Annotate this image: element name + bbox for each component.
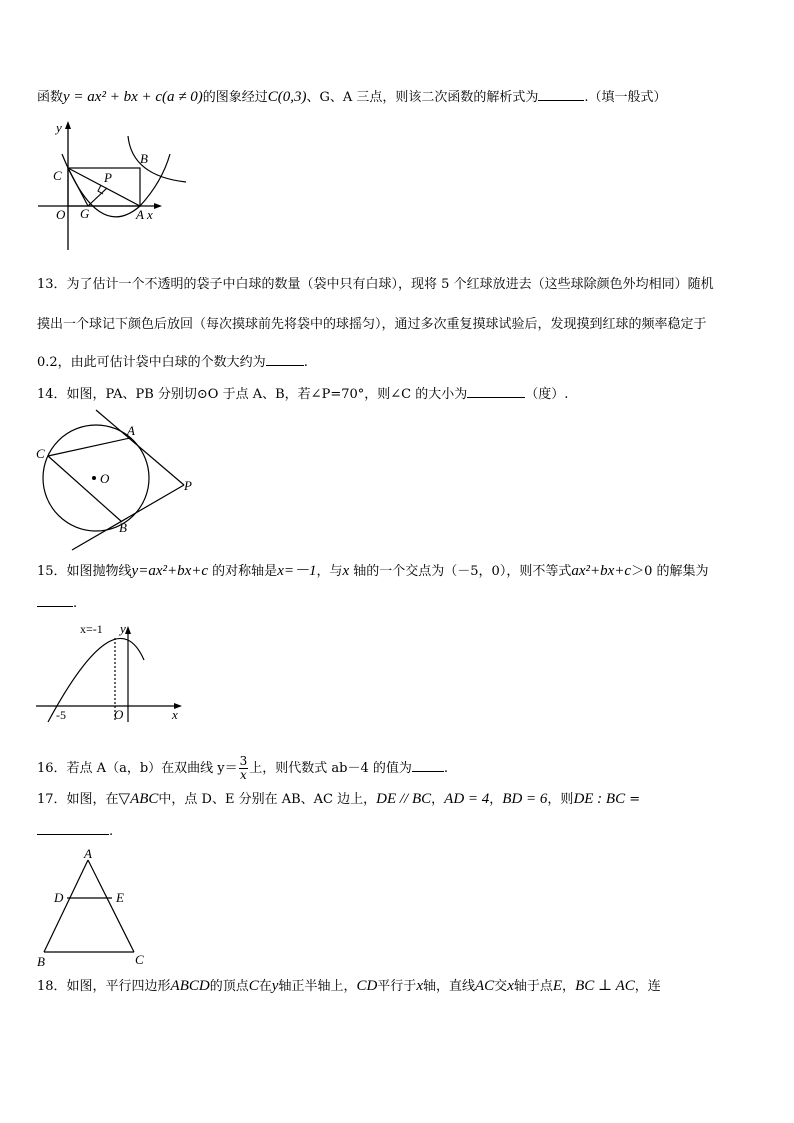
label-b: B: [37, 954, 45, 969]
q18-part: 18．如图，平行四边形: [37, 979, 171, 994]
q17-formula: BD = 6: [502, 791, 548, 807]
label-p: P: [104, 170, 112, 185]
label-y: y: [120, 621, 126, 636]
q16-text: [37, 752, 448, 786]
label-minus5: -5: [56, 708, 66, 722]
q17-formula: AD = 4: [444, 791, 490, 807]
label-a: A: [136, 207, 144, 222]
answer-blank: [467, 385, 525, 398]
label-c: C: [36, 446, 45, 461]
answer-blank: [412, 759, 444, 772]
q18-formula: x: [416, 978, 423, 994]
q17-answer-line: [37, 822, 113, 841]
label-axis: x=-1: [80, 622, 103, 636]
figure-17: [34, 846, 164, 970]
q18-part: 轴正半轴上，: [278, 979, 357, 994]
q17-part: 17．如图，在: [37, 792, 119, 807]
label-a: A: [127, 423, 135, 438]
q18-part: 平行于: [377, 979, 417, 994]
fraction: [239, 755, 249, 782]
q15-part: ＞0 的解集为: [631, 564, 709, 579]
q12-part: 的图象经过: [202, 90, 268, 105]
q15-part: ，与: [316, 564, 343, 579]
q12-part: .（填一般式）: [584, 90, 667, 105]
q18-formula: C: [248, 978, 259, 994]
y-axis-arrow: [65, 121, 71, 129]
answer-blank: [538, 88, 584, 101]
q17-part: ，: [431, 792, 445, 807]
figure-15: [36, 618, 196, 726]
tangent-pb: [72, 485, 184, 550]
denominator: x: [240, 768, 247, 782]
center-dot: [92, 476, 96, 480]
q18-formula: BC ⊥ AC: [575, 978, 635, 994]
q18-formula: CD: [356, 978, 378, 994]
q18-part: 的顶点: [209, 979, 249, 994]
q14-part: 14．如图，PA、PB 分别切⊙O 于点 A、B，若∠P=70°，则∠C 的大小为: [37, 387, 468, 402]
answer-blank: [37, 822, 109, 835]
x-axis-arrow: [154, 203, 162, 209]
q18-part: 轴，直线: [422, 979, 475, 994]
q15-formula: ax²+bx+c: [571, 563, 632, 579]
label-b: B: [140, 151, 148, 166]
q13-line-2: 摸出一个球记下颜色后放回（每次摸球前先将袋中的球摇匀），通过多次重复摸球试验后，发现摸到红球的频率稳定于: [37, 317, 707, 332]
chord-cb: [48, 456, 122, 522]
q15-text: [37, 562, 708, 581]
q16-part: 16．若点 A（a，b）在双曲线 y＝: [37, 761, 238, 776]
q18-formula: y: [271, 978, 279, 994]
label-c: C: [135, 952, 144, 967]
q18-part: 轴于点: [513, 979, 553, 994]
chord-ca: [48, 438, 130, 456]
q15-part: 的对称轴是: [208, 564, 278, 579]
q18-formula: AC: [475, 978, 495, 994]
q18-part: ，: [562, 979, 576, 994]
side-ab: [44, 860, 88, 952]
q17-part: =: [625, 792, 641, 807]
q12-part: 函数: [37, 90, 64, 105]
figure-14: [34, 410, 204, 555]
label-o: O: [56, 207, 66, 222]
q18-formula: x: [507, 978, 514, 994]
label-a: A: [84, 846, 92, 861]
q15-part: 15．如图抛物线: [37, 564, 132, 579]
q17-part: .: [109, 824, 114, 839]
figure-12: [36, 118, 196, 258]
label-x: x: [147, 207, 153, 222]
numerator: 3: [239, 754, 248, 768]
label-g: G: [80, 206, 90, 221]
q18-part: 交: [494, 979, 508, 994]
label-y: y: [56, 120, 62, 135]
q14-text: [37, 385, 568, 404]
q16-part: 上，则代数式 ab－4 的值为: [249, 761, 412, 776]
label-e: E: [116, 890, 124, 905]
y-axis-arrow: [125, 626, 131, 634]
q14-part: （度）.: [525, 387, 569, 402]
q18-formula: E: [552, 978, 563, 994]
label-x: x: [172, 707, 178, 722]
label-b: B: [119, 520, 127, 535]
side-ac: [88, 860, 134, 952]
q17-formula: ▽ABC: [118, 791, 159, 807]
label-o: O: [100, 471, 110, 486]
q18-part: 在: [258, 979, 272, 994]
q12-formula: y = ax² + bx + c(a ≠ 0): [63, 89, 203, 105]
curve-b: [128, 136, 186, 182]
label-p: P: [184, 478, 192, 493]
label-o: O: [114, 707, 124, 722]
q17-part: ，则: [547, 792, 574, 807]
q15-part: .: [73, 596, 78, 611]
q15-part: 轴的一个交点为（－5，0），则不等式: [349, 564, 572, 579]
q17-part: ，: [489, 792, 503, 807]
q15-formula: x: [342, 563, 350, 579]
q17-formula: DE // BC: [376, 791, 432, 807]
q15-answer-line: [37, 594, 77, 613]
answer-blank: [266, 353, 304, 366]
q17-text: [37, 790, 640, 809]
q18-part: ，连: [634, 979, 661, 994]
q17-formula: DE : BC: [573, 791, 626, 807]
label-d: D: [54, 890, 64, 905]
q13-part: 0.2，由此可估计袋中白球的个数大约为: [37, 355, 266, 370]
parabola: [62, 154, 170, 217]
q15-formula: y=ax²+bx+c: [131, 563, 209, 579]
q12-point: C(0,3): [267, 89, 307, 105]
q12-text: [37, 88, 667, 107]
q12-part: 、G、A 三点，则该二次函数的解析式为: [306, 90, 539, 105]
label-c: C: [53, 168, 62, 183]
q13-part: .: [303, 355, 308, 370]
q18-formula: ABCD: [170, 978, 210, 994]
answer-blank: [37, 594, 73, 607]
q17-part: 中，点 D、E 分别在 AB、AC 边上，: [158, 792, 377, 807]
q15-formula: x=－1: [277, 563, 317, 579]
q13-line-1: 13．为了估计一个不透明的袋子中白球的数量（袋中只有白球），现将 5 个红球放进去（这些球除颜色外均相同）随机: [37, 277, 714, 292]
q13-line-3: [37, 353, 308, 372]
q16-part: .: [443, 761, 449, 776]
q18-text: [37, 977, 661, 996]
